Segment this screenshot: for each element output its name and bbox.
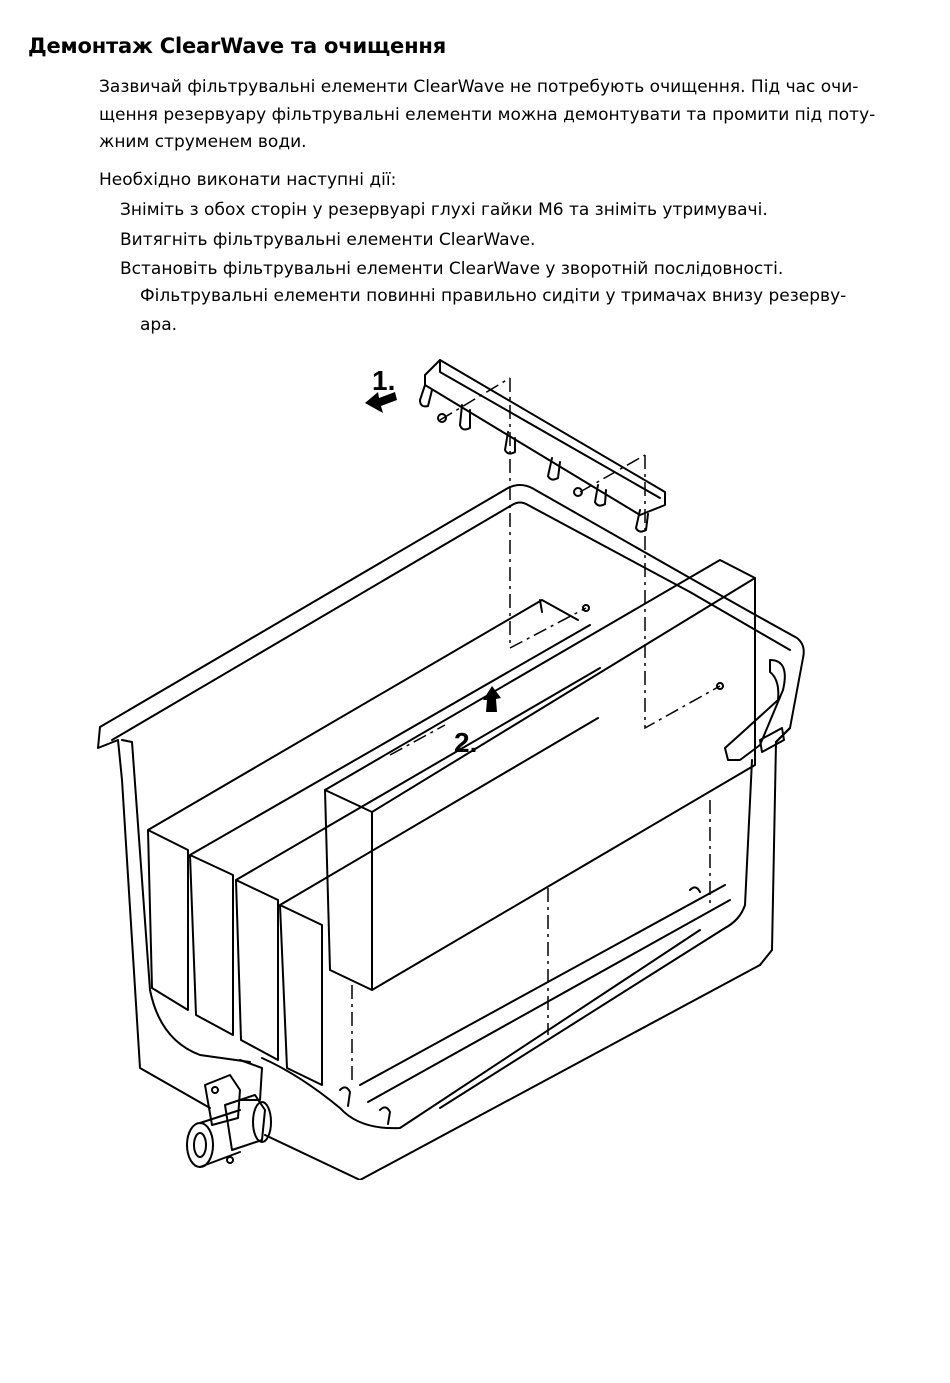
step-1-label: 1.: [372, 365, 396, 396]
note-line-2: ара.: [140, 315, 178, 335]
section-heading: Демонтаж ClearWave та очищення: [28, 34, 446, 58]
description-paragraph: [99, 74, 919, 157]
description-line-1: Зазвичай фільтрувальні елементи ClearWave не потребують очищення. Під час очи-: [99, 77, 859, 97]
tank-bottom: [265, 965, 760, 1180]
tank-drawing: [80, 350, 860, 1180]
outlet-valve: [187, 1060, 271, 1167]
step-item: Зніміть з обох сторін у резервуарі глухі гайки M6 та зніміть утримувачі.: [120, 200, 768, 220]
tank-left-inner: [122, 740, 250, 1062]
steps-list: [120, 196, 783, 285]
step-item: Витягніть фільтрувальні елементи ClearWave.: [120, 229, 536, 250]
tank-right-wall: [760, 728, 790, 965]
tank-floor-line-2: [368, 900, 730, 1102]
step-2-label: 2.: [454, 727, 478, 758]
step-item: Встановіть фільтрувальні елементи ClearWave у зворотній послідовності.: [120, 259, 784, 279]
tank-floor-line: [360, 885, 725, 1085]
description-line-3: жним струменем води.: [99, 132, 307, 152]
description-line-2: щення резервуару фільтрувальні елементи можна демонтувати та промити під поту-: [99, 104, 876, 125]
filter-element-front: [325, 560, 755, 990]
note-line-1: Фільтрувальні елементи повинні правильно сидіти у тримачах внизу резерву-: [140, 286, 847, 306]
tank-illustration: [80, 350, 860, 1180]
filter-element-2: [190, 625, 590, 1035]
filter-element-3: [236, 668, 600, 1060]
tank-bottom-inner: [262, 930, 700, 1128]
steps-intro: Необхідно виконати наступні дії:: [99, 170, 397, 190]
step-note: [140, 282, 900, 340]
tank-right-inner: [440, 760, 752, 1108]
